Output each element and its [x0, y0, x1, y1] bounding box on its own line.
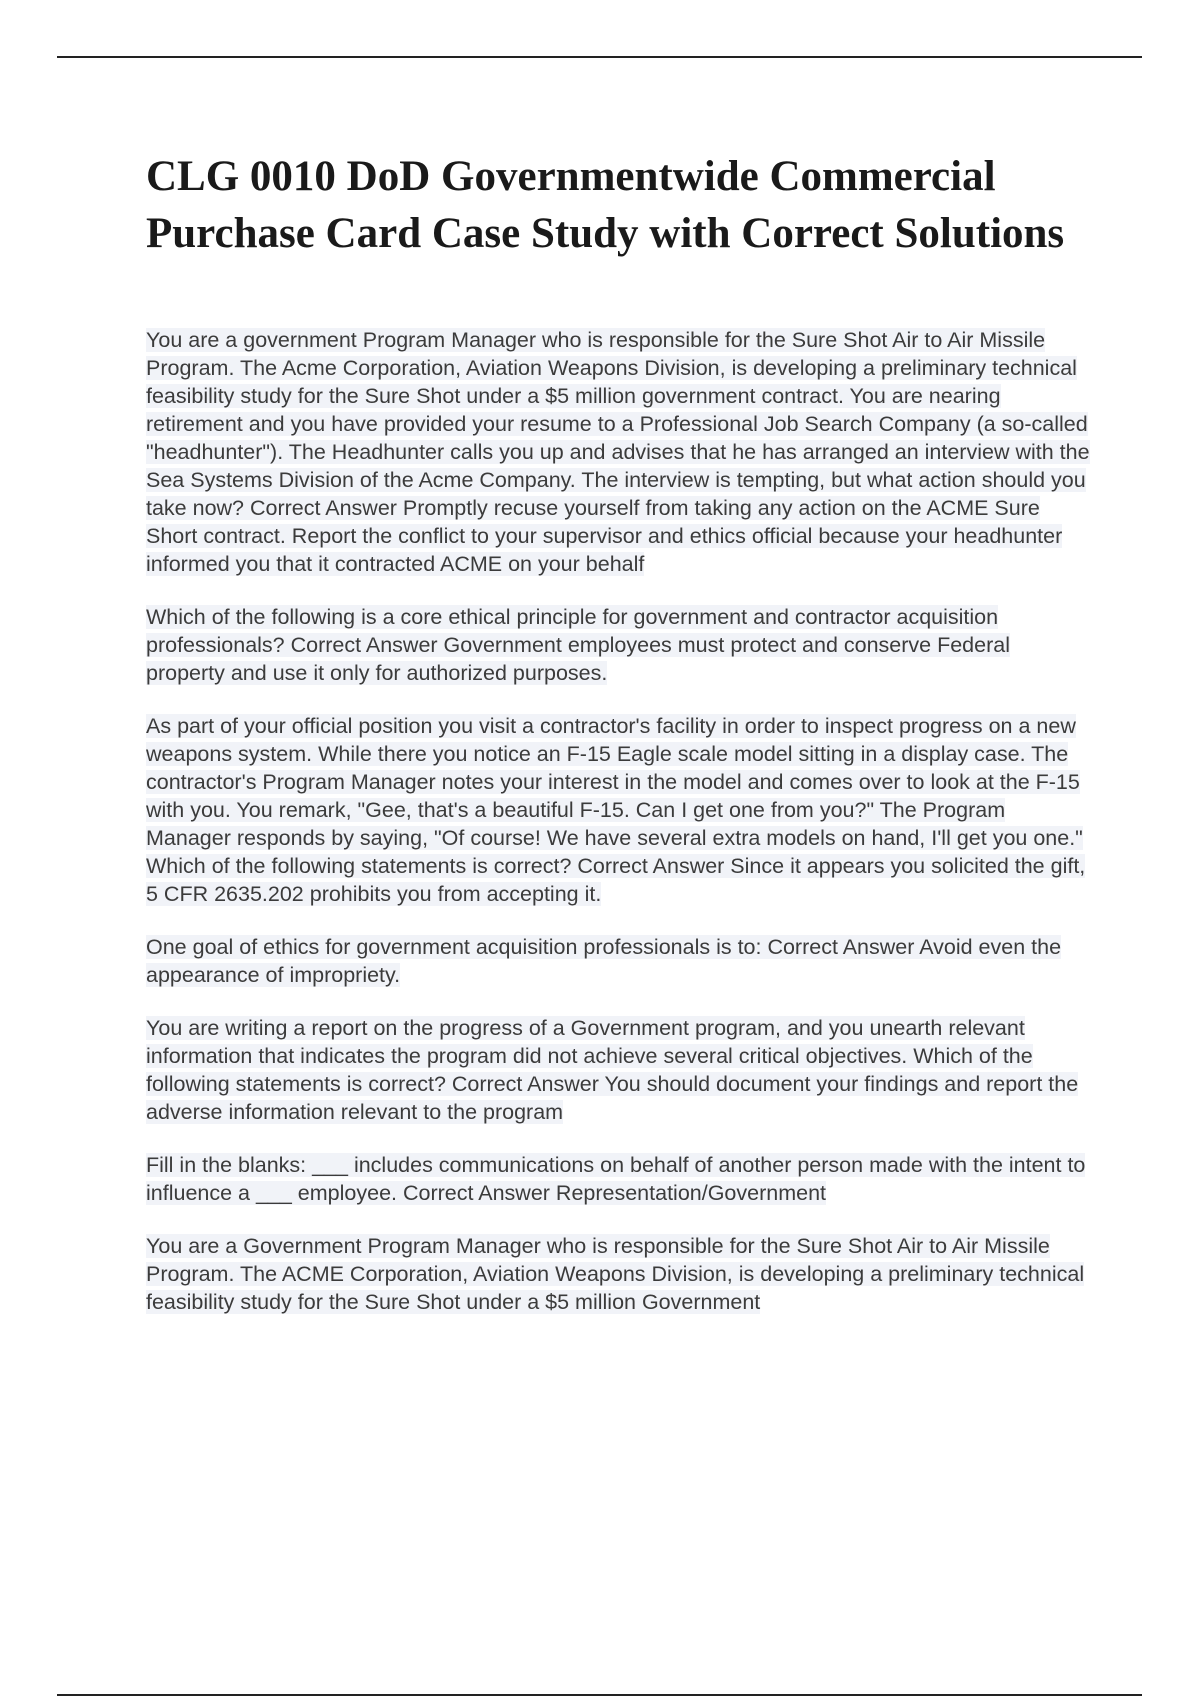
qa-text: Which of the following is a core ethical principle for government and contractor acquisition professionals? Correct Answer Government employees must protect and conserve Federal property and use it only for authorized purposes. [146, 605, 1010, 685]
qa-text: As part of your official position you visit a contractor's facility in order to inspect progress on a new weapons system. While there you notice an F-15 Eagle scale model sitting in a display case. The contractor's Program Manager notes your interest in the model and comes over to look at the F-15 with you. You remark, "Gee, that's a beautiful F-15. Can I get one from you?" The Program Manager responds by saying, "Of course! We have several extra models on hand, I'll get you one." Which of the following statements is correct? Correct Answer Since it appears you solicited the gift, 5 CFR 2635.202 prohibits you from accepting it. [146, 714, 1086, 906]
bottom-divider [57, 1694, 1142, 1696]
document-body [146, 148, 1091, 1341]
qa-text: You are writing a report on the progress of a Government program, and you unearth relevant information that indicates the program did not achieve several critical objectives. Which of the following statements is correct? Correct Answer You should document your findings and report the adverse information relevant to the program [146, 1016, 1079, 1124]
qa-paragraph-1 [146, 326, 1091, 578]
qa-paragraph-3 [146, 712, 1091, 908]
qa-paragraph-5 [146, 1014, 1091, 1126]
qa-text: You are a Government Program Manager who is responsible for the Sure Shot Air to Air Missile Program. The ACME Corporation, Aviation Weapons Division, is developing a preliminary technical feasibility study for the Sure Shot under a $5 million Government [146, 1234, 1085, 1314]
qa-list [146, 326, 1091, 1316]
qa-paragraph-2 [146, 603, 1091, 687]
qa-paragraph-6 [146, 1151, 1091, 1207]
top-divider [57, 56, 1142, 58]
qa-text: Fill in the blanks: ___ includes communications on behalf of another person made with the intent to influence a ___ employee. Correct Answer Representation/Government [146, 1153, 1086, 1205]
qa-paragraph-4 [146, 933, 1091, 989]
document-title: CLG 0010 DoD Governmentwide Commercial Purchase Card Case Study with Correct Solutions [146, 153, 1065, 257]
qa-text: You are a government Program Manager who is responsible for the Sure Shot Air to Air Missile Program. The Acme Corporation, Aviation Weapons Division, is developing a preliminary technical feasibility study for the Sure Shot under a $5 million government contract. You are nearing retirement and you have provided your resume to a Professional Job Search Company (a so-called "headhunter"). The Headhunter calls you up and advises that he has arranged an interview with the Sea Systems Division of the Acme Company. The interview is tempting, but what action should you take now? Correct Answer Promptly recuse yourself from taking any action on the ACME Sure Short contract. Report the conflict to your supervisor and ethics official because your headhunter informed you that it contracted ACME on your behalf [146, 328, 1090, 576]
qa-paragraph-7 [146, 1232, 1091, 1316]
qa-text: One goal of ethics for government acquisition professionals is to: Correct Answer Avoid even the appearance of impropriety. [146, 935, 1062, 987]
